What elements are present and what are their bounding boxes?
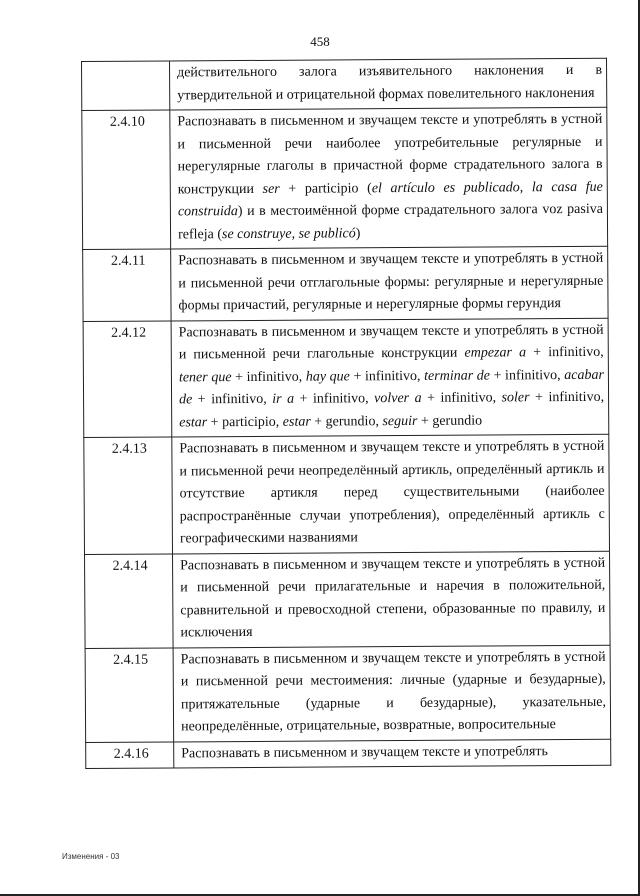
row-code: 2.4.16 — [86, 741, 174, 768]
row-code: 2.4.13 — [84, 437, 173, 554]
row-description: Распознавать в письменном и звучащем тексте и употреблять в устной и письменной речи прилагательные и наречия в положительной, сравнительной и превосходной степени, образованные по правилу, и исключения — [173, 551, 611, 648]
row-code — [82, 61, 170, 111]
footer-revision: Изменения - 03 — [62, 852, 120, 861]
row-code: 2.4.11 — [83, 249, 171, 321]
table-body — [82, 58, 611, 768]
row-description: Распознавать в письменном и звучащем тексте и употреблять в устной и письменной речи глагольные конструкции empezar a + infinitivo, tener que + infinitivo, hay que + infinitivo, terminar de + infinitivo, acabar de + infinitivo, ir a + infinitivo, volver a + infinitivo, soler + infinitivo, estar + participio, estar + gerundio, seguir + gerundio — [171, 318, 609, 437]
row-description: Распознавать в письменном и звучащем тексте и употреблять — [174, 739, 611, 768]
row-description: Распознавать в письменном и звучащем тексте и употреблять в устной и письменной речи неопределённый артикль, определённый артикль и отсутствие артикля перед существительными (наиболее распространённые случаи употребления), определённый артикль с географическими названиями — [172, 434, 610, 553]
table-row — [85, 645, 611, 742]
table-row — [84, 434, 610, 554]
row-description: Распознавать в письменном и звучащем тексте и употреблять в устной и письменной речи отглагольные формы: регулярные и нерегулярные формы причастий, регулярные и нерегулярные формы герундия — [171, 246, 608, 320]
requirements-table — [81, 58, 611, 769]
row-description: Распознавать в письменном и звучащем тексте и употреблять в устной и письменной речи наиболее употребительные регулярные и нерегулярные глаголы в причастной форме страдательного залога в конструкции ser + participio (el artículo es publicado, la casa fue construida) и в местоимённой форме страдательного залога voz pasiva refleja (se construye, se publicó) — [170, 107, 608, 249]
row-code: 2.4.10 — [82, 110, 171, 250]
table-row — [82, 58, 607, 110]
row-description: Распознавать в письменном и звучащем тексте и употреблять в устной и письменной речи местоимения: личные (ударные и безударные), притяжательные (ударные и безударные), указательные, неопределённые, отрицательные, возвратные, вопросительные — [173, 645, 611, 742]
row-code: 2.4.14 — [85, 553, 174, 648]
table-row — [83, 246, 608, 321]
table-row — [82, 107, 608, 249]
row-description: действительного залога изъявительного наклонения и в утвердительной и отрицательной формах повелительного наклонения — [170, 58, 607, 110]
row-code: 2.4.12 — [83, 320, 172, 437]
page-number: 458 — [310, 34, 330, 49]
table-row — [83, 318, 609, 438]
table-row — [85, 551, 611, 648]
table-row — [86, 739, 611, 769]
row-code: 2.4.15 — [85, 647, 174, 742]
